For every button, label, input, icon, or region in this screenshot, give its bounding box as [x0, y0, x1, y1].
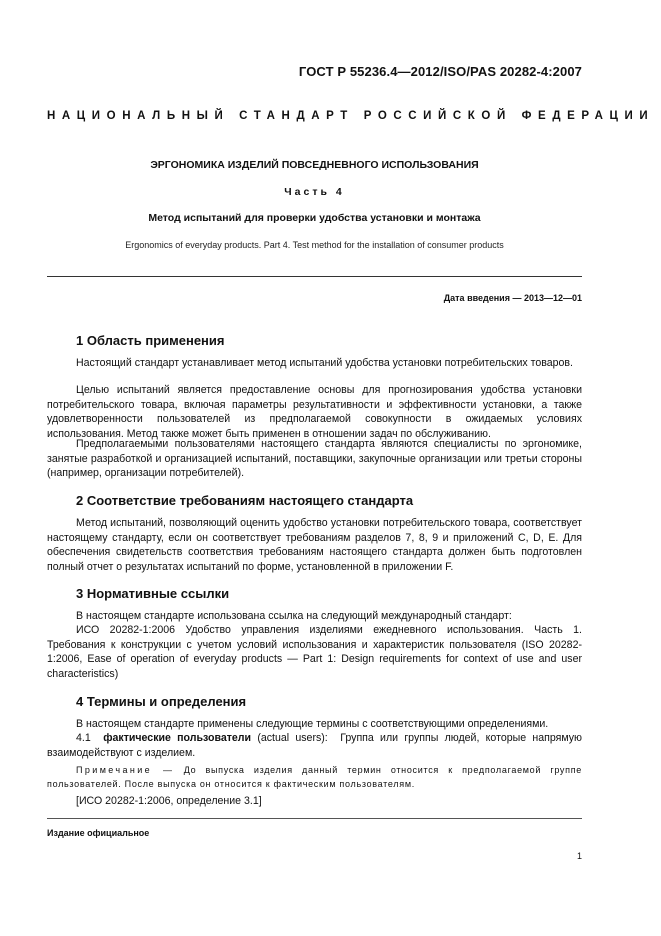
document-title: ЭРГОНОМИКА ИЗДЕЛИЙ ПОВСЕДНЕВНОГО ИСПОЛЬЗОВАНИЯ: [150, 159, 479, 171]
standard-designation: ГОСТ Р 55236.4—2012/ISO/PAS 20282-4:2007: [298, 64, 582, 79]
section-1-paragraph-1: Настоящий стандарт устанавливает метод испытаний удобства установки потребительских товаров.: [76, 357, 573, 369]
section-heading-conformance: 2 Соответствие требованиям настоящего стандарта: [76, 493, 414, 508]
footer-divider: [47, 818, 582, 819]
english-title: Ergonomics of everyday products. Part 4. Test method for the installation of consumer products: [125, 240, 504, 250]
section-heading-terms: 4 Термины и определения: [76, 694, 247, 709]
section-2-paragraph-1: Метод испытаний, позволяющий оценить удобство установки потребительского товара, соответствует настоящему стандарту, если он соответствует требованиям разделов 7, 8, 9 и приложений C, D, E. Для обеспечения свидетельств соответствия требованиям настоящего стандарта должен быть подготовлен полный отчет о результатах испытаний по форме, установленной в приложении F.: [47, 517, 582, 573]
term-source: [ИСО 20282-1:2006, определение 3.1]: [76, 795, 262, 807]
section-heading-normative-references: 3 Нормативные ссылки: [76, 586, 230, 601]
document-part: Часть 4: [284, 186, 345, 198]
section-4-paragraph-1: В настоящем стандарте применены следующие термины с соответствующими определениями.: [76, 718, 549, 730]
title-divider: [47, 276, 582, 277]
section-1-paragraph-3: Предполагаемыми пользователями настоящего стандарта являются специалисты по эргономике, занятые разработкой и организацией испытаний, поставщики, закупочные организации или третьи стороны (например, организации потребителей).: [47, 438, 582, 480]
section-heading-scope: 1 Область применения: [76, 333, 225, 348]
term-number: 4.1: [76, 732, 91, 744]
effective-date: Дата введения — 2013—12—01: [443, 293, 582, 303]
section-3-reference: ИСО 20282-1:2006 Удобство управления изделиями ежедневного использования. Часть 1. Требования к конструкции с учетом условий использования и характеристик пользователя (ISO 20282-1:2006, Ease of operation of everyday products — Part 1: Design requirements for context of use and user characteristics): [47, 624, 582, 680]
national-standard-banner: НАЦИОНАЛЬНЫЙ СТАНДАРТ РОССИЙСКОЙ ФЕДЕРАЦИИ: [47, 110, 655, 122]
document-subtitle: Метод испытаний для проверки удобства установки и монтажа: [148, 212, 481, 224]
term-text: Группа или группы людей, которые напрямую взаимодействуют с изделием.: [47, 732, 582, 759]
edition-label: Издание официальное: [47, 828, 150, 838]
section-3-paragraph-1: В настоящем стандарте использована ссылка на следующий международный стандарт:: [76, 610, 512, 622]
term-definition: [47, 731, 582, 760]
term-name: фактические пользователи: [103, 732, 252, 744]
page-number: 1: [576, 851, 582, 861]
note-label: Примечание —: [76, 765, 175, 775]
term-english: (actual users):: [257, 732, 328, 744]
note-text: До выпуска изделия данный термин относится к предполагаемой группе пользователей. После выпуска он относится к фактическим пользователям.: [47, 765, 582, 790]
section-1-paragraph-2: Целью испытаний является предоставление основы для прогнозирования удобства установки потребительского товара, включая параметры результативности и эффективности установки, а также удовлетворенности пользователей из предполагаемой совокупности в ожидаемых условиях использования. Метод также может быть применен в отношении задач по обслуживанию.: [47, 384, 582, 440]
term-note: [47, 763, 582, 791]
